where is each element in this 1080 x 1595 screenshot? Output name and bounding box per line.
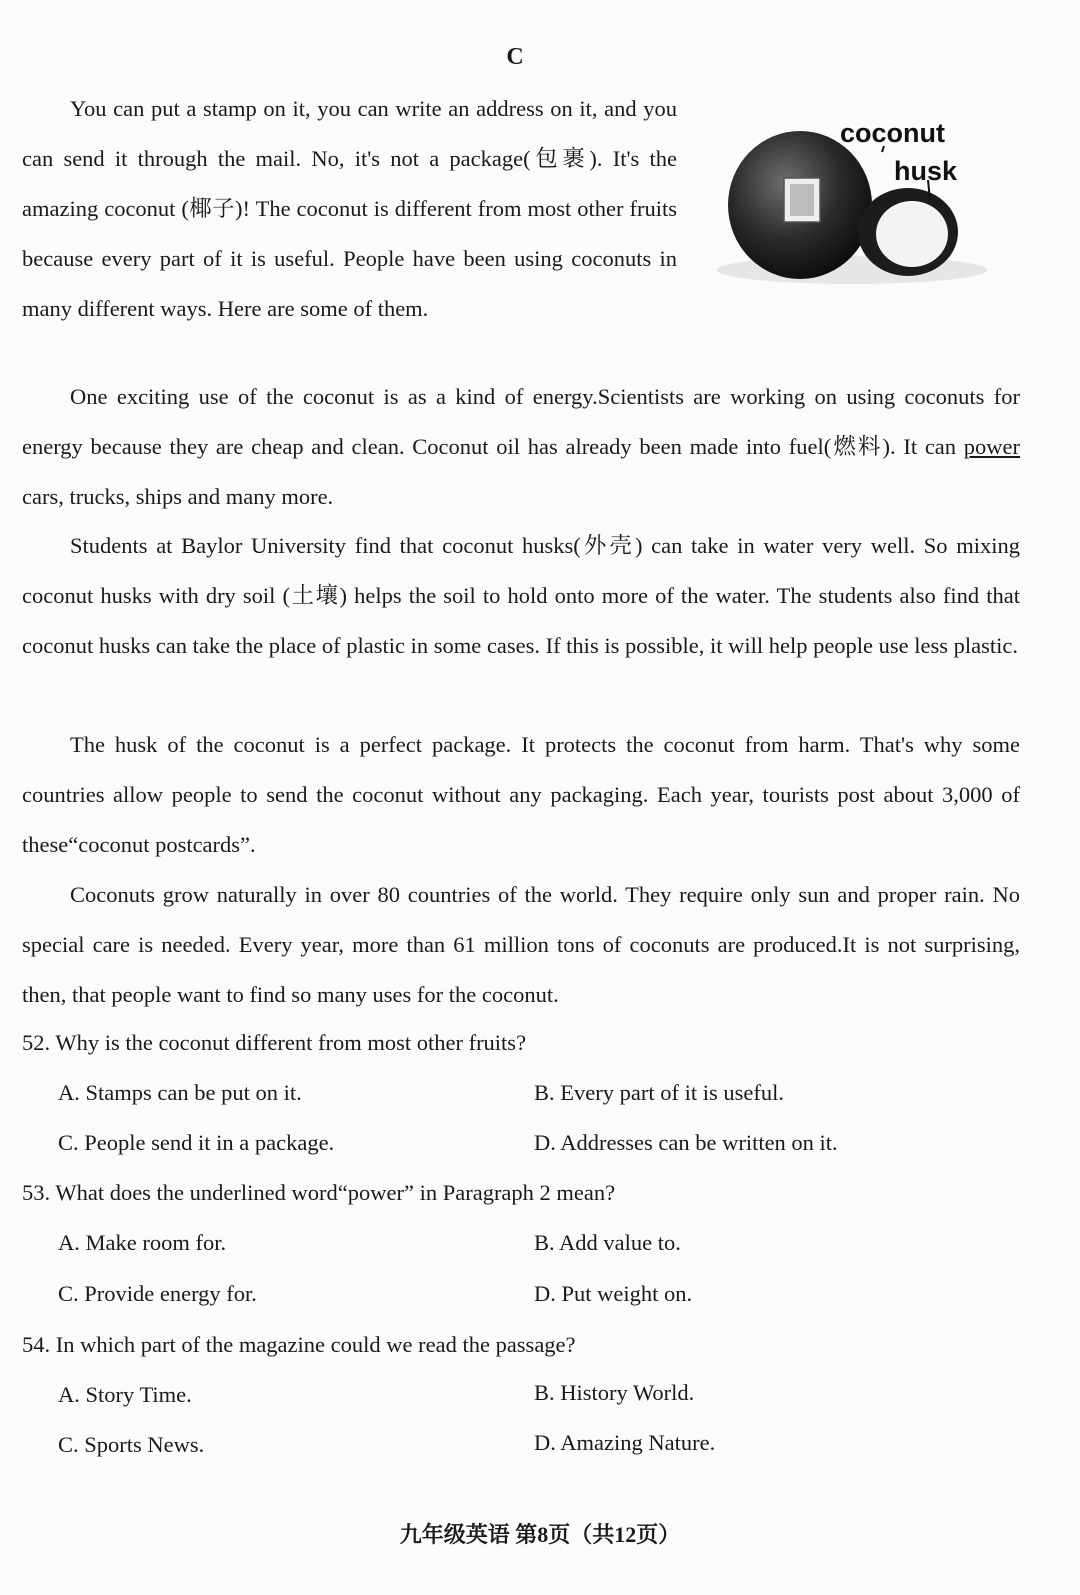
section-title: C: [506, 44, 524, 70]
q52-option-b: B. Every part of it is useful.: [534, 1080, 784, 1105]
q52-option-a: A. Stamps can be put on it.: [58, 1080, 302, 1105]
q54-option-b: B. History World.: [534, 1380, 695, 1405]
question-54: 54. In which part of the magazine could we read the passage?: [22, 1332, 576, 1357]
paragraph-3: Students at Baylor University find that coconut husks(外壳) can take in water very well. So mixing coconut husks with dry soil (土壤) helps the soil to hold onto more of the water. The students also find that coconut husks can take the place of plastic in some cases. If this is possible, it will help people use less plastic.: [22, 533, 1020, 658]
q54-option-c: C. Sports News.: [58, 1432, 205, 1457]
paragraph-2: One exciting use of the coconut is as a kind of energy.Scientists are working on using coconuts for energy because they are cheap and clean. Coconut oil has already been made into fuel(燃料). It can power cars, trucks, ships and many more.: [22, 384, 1020, 509]
underlined-word-power: power: [963, 434, 1020, 459]
paragraph-1: You can put a stamp on it, you can write an address on it, and you can send it through the mail. No, it's not a package(包裹). It's the amazing coconut (椰子)! The coconut is different from most other fruits because every part of it is useful. People have been using coconuts in many different ways. Here are some of them.: [22, 96, 677, 321]
q52-option-d: D. Addresses can be written on it.: [534, 1130, 838, 1155]
paragraph-4: The husk of the coconut is a perfect package. It protects the coconut from harm. That's why some countries allow people to send the coconut without any packaging. Each year, tourists post about 3,000 of these“coconut postcards”.: [22, 732, 1020, 857]
q53-option-c: C. Provide energy for.: [58, 1281, 257, 1306]
q53-option-d: D. Put weight on.: [534, 1281, 693, 1306]
label-coconut: coconut: [840, 118, 945, 148]
question-52: 52. Why is the coconut different from most other fruits?: [22, 1030, 527, 1055]
q53-option-b: B. Add value to.: [534, 1230, 681, 1255]
q54-option-a: A. Story Time.: [58, 1382, 192, 1407]
page-footer: 九年级英语 第8页（共12页）: [399, 1522, 681, 1547]
question-53: 53. What does the underlined word“power” in Paragraph 2 mean?: [22, 1180, 616, 1205]
q54-option-d: D. Amazing Nature.: [534, 1430, 716, 1455]
stamp-picture: [790, 184, 814, 216]
label-husk: husk: [894, 156, 958, 186]
paragraph-5: Coconuts grow naturally in over 80 countries of the world. They require only sun and proper rain. No special care is needed. Every year, more than 61 million tons of coconuts are produced.It is not surprising, then, that people want to find so many uses for the coconut.: [22, 882, 1020, 1007]
coconut-figure: [712, 110, 992, 285]
coconut-flesh: [876, 201, 948, 267]
q52-option-c: C. People send it in a package.: [58, 1130, 335, 1155]
q53-option-a: A. Make room for.: [58, 1230, 227, 1255]
